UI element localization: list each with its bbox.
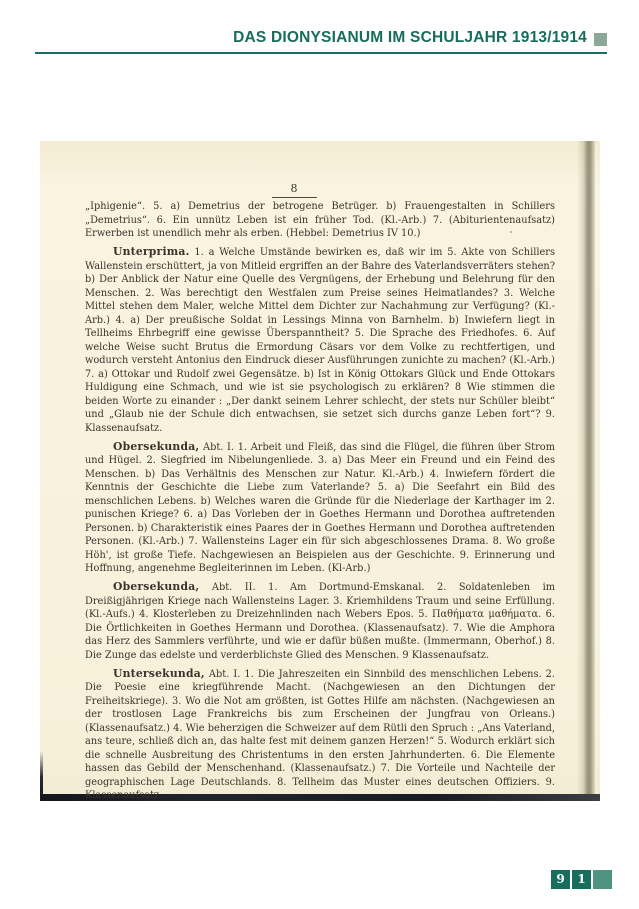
scan-left-edge [40,751,43,795]
page-number: 8 [272,182,317,198]
footer-badge-9: 9 [551,870,570,889]
page-gutter-shadow [577,141,595,801]
header-accent-square-icon [594,33,607,46]
page-number-row [40,177,600,198]
paragraph-text: Abt. I. 1. Arbeit und Fleiß, das sind die Flügel, die führen über Strom und Hügel. 2. Siegfried im Nibelungenliede. 3. a) Das Meer ein Freund und ein Feind des Menschen. b) Das Verhältnis des Menschen zur Natur. Kl.-Arb.) 4. Inwiefern fördert die Kenntnis der Geschichte die Liebe zum Vaterlande? 5. a) Die Seefahrt ein Bild des menschlichen Lebens. b) Welches waren die Gründe für die Niederlage der Karthager im 2. punischen Kriege? 6. a) Das Vorleben der in Goethes Hermann und Dorothea auftretenden Personen. b) Charakteristik eines Paares der in Goethes Hermann und Dorothea auftretenden Personen. (Kl.-Arb.) 7. Wallensteins Lager ein für sich abgeschlossenes Drama. 8. Wo große Höh', ist große Tiefe. Nachgewiesen an Beispielen aus der Geschichte. 9. Erinnerung und Hoffnung, angenehme Begleiterinnen im Leben. (Kl-Arb.) [85,441,555,574]
footer-badge-empty [593,870,612,889]
paragraph [85,199,555,241]
paragraph-lead: Obersekunda, [113,580,200,593]
paragraph-text: „Iphigenie“. 5. a) Demetrius der betrogene Betrüger. b) Frauengestalten in Schillers „Demetrius“. 6. Ein unnütz Leben ist ein früher Tod. (Kl.-Arb.) 7. (Abiturientenaufsatz) Erwerben ist unendlich mehr als erben. (Hebbel: Demetrius IV 10.) [85,201,555,239]
page-header [35,0,607,54]
paragraph [85,440,555,576]
paragraph-lead: Obersekunda, [113,439,200,453]
scanned-page [40,141,600,801]
paragraph [85,667,555,802]
footer-badge-1: 1 [572,870,591,889]
paragraph-lead: Unterprima. [113,245,190,258]
paragraph-text: Abt. I. 1. Die Jahreszeiten ein Sinnbild des menschlichen Lebens. 2. Die Poesie eine kriegführende Macht. (Nachgewiesen an den Dichtungen der Freiheitskriege). 3. Wo die Not am größten, ist Gottes Hilfe am nächsten. (Nachgewiesen an der trostlosen Lage Frankreichs bis zum Erscheinen der Jungfrau von Orleans.) (Klassenaufsatz.) 4. Wie beherzigen die Schweizer auf dem Rütli den Spruch : „Ans Vaterland, ans teure, schließ dich an, das halte fest mit deinem ganzen Herzen!“ 5. Wodurch erklärt sich die schnelle Ausbreitung des Christentums in den ersten Jahrhunderten. 6. Die Elemente hassen das Gebild der Menschenhand. (Klassenaufsatz.) 7. Die Vorteile und Nachteile der geographischen Lage Deutschlands. 8. Tellheim das Muster eines deutschen Offiziers. 9. Klassenaufsatz. [85,668,555,801]
paragraph [85,245,555,435]
page-text [85,199,555,801]
paragraph-text: 1. a Welche Umstände bewirken es, daß wir im 5. Akte von Schillers Wallenstein erschüttert, ja von Mitleid ergriffen an der Bahre des Vaterlandsverräters stehen? b) Der Anblick der Natur eine Quelle des Vergnügens, der Erhebung und Belehrung für den Menschen. 2. Was berechtigt den Westfalen zum Preise seines Heimatlandes? 3. Welche Mittel stehen dem Maler, welche Mittel dem Dichter zur Nachahmung zur Verfügung? (Kl.-Arb.) 4. a) Der preußische Soldat in Lessings Minna von Barnhelm. b) Inwiefern liegt in Tellheims Ehrbegriff eine gewisse Überspanntheit? 5. Die Sprache des Friedhofes. 6. Auf welche Weise sucht Brutus die Ermordung Cäsars vor dem Volke zu rechtfertigen, und wodurch versteht Antonius den Eindruck dieser Ausführungen zunichte zu machen? (Kl.-Arb.) 7. a) Ottokar und Rudolf zwei Gegensätze. b) Ist in König Ottokars Glück und Ende Ottokars Huldigung eine Schmach, und wie ist sie psychologisch zu erklären? 8 Wie stimmen die beiden Worte zu einander : „Der dankt seinem Lehrer schlecht, der stets nur Schüler bleibt“ und „Glaub nie der Schule dich entwachsen, sie setzet sich durchs ganze Leben fort“? 9. Klassenaufsatz. [85,247,555,434]
footer-page-badges [551,870,612,889]
paragraph-lead: Untersekunda, [113,666,205,680]
paragraph-text: Abt. II. 1. Am Dortmund-Emskanal. 2. Soldatenleben im Dreißigjährigen Kriege nach Wallensteins Lager. 3. Kriemhildens Traum und seine Erfüllung. (Kl.-Aufs.) 4. Klosterleben zu Dreizehnlinden nach Webers Epos. 5. Παθήματα μαθήματα. 6. Die Örtlichkeiten in Goethes Hermann und Dorothea. (Klassenaufsatz). 7. Wie die Amphora das Herz des Sammlers verführte, und wie er dafür büßen mußte. (Immermann, Oberhof.) 8. Die Zunge das edelste und verderblichste Glied des Menschen. 9 Klassenaufsatz. [85,582,555,661]
journal-title: DAS DIONYSIANUM IM SCHULJAHR 1913/1914 [233,29,587,46]
paragraph [85,580,555,662]
